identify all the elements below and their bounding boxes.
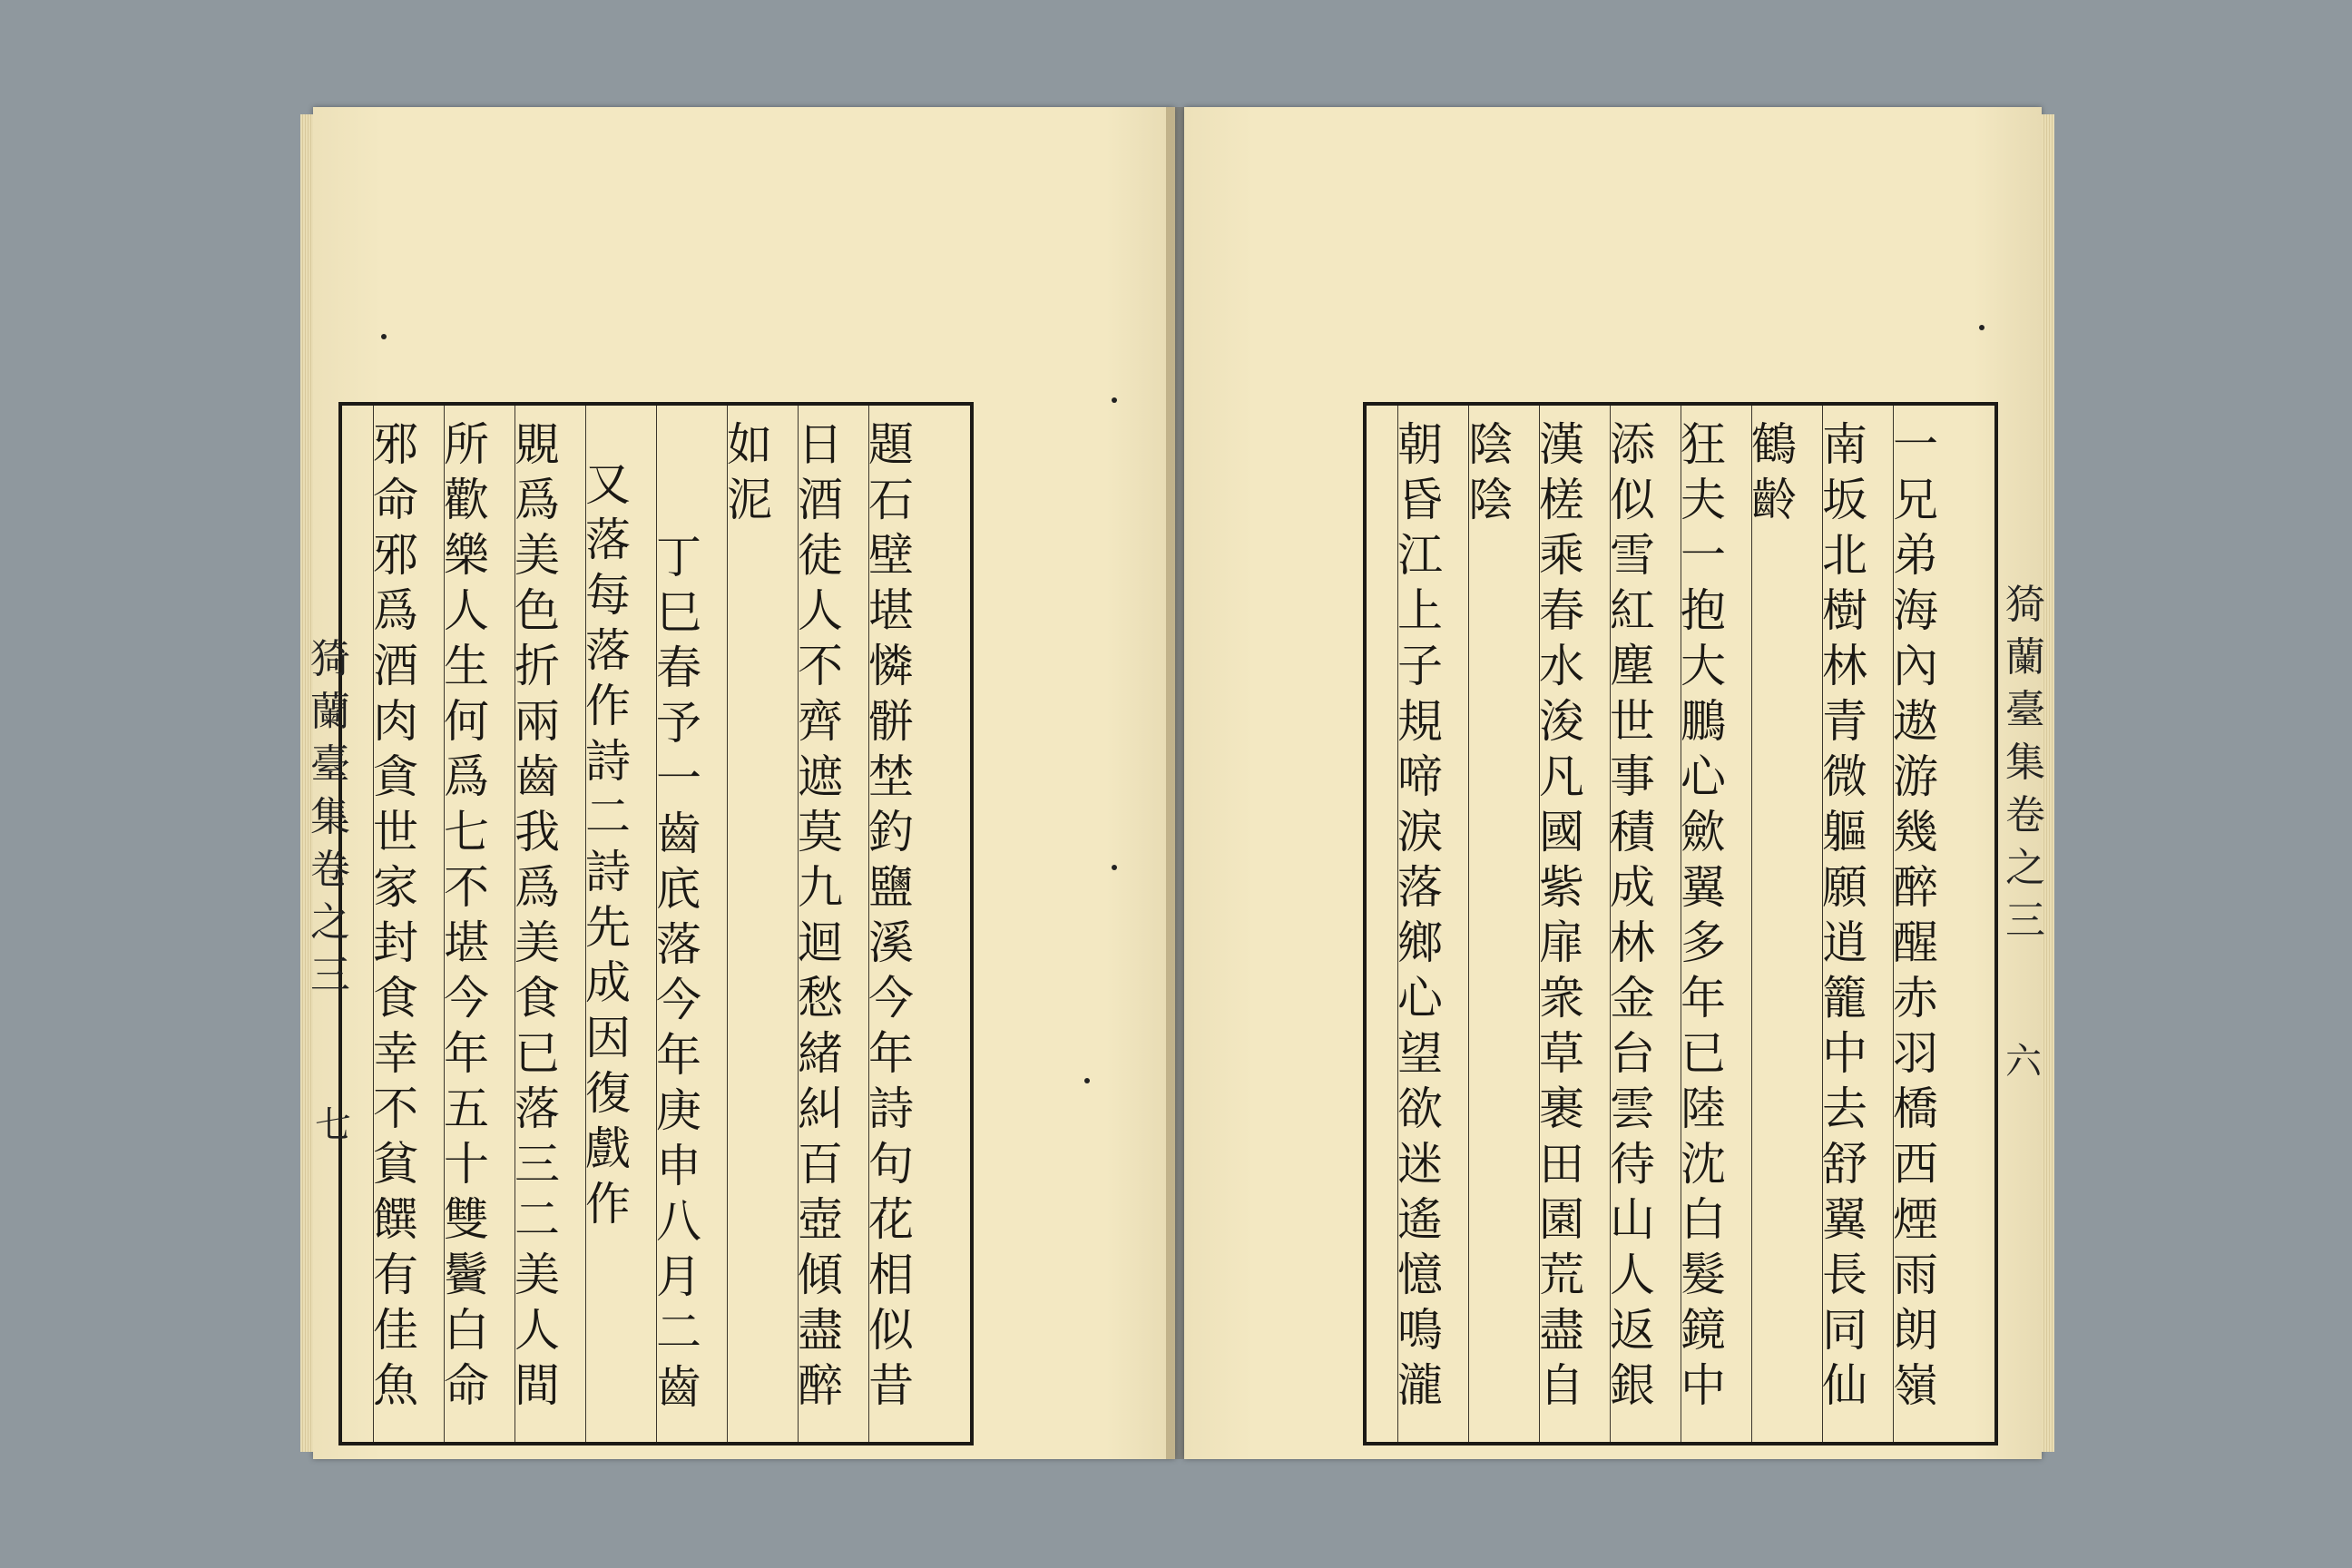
glyph: 二 xyxy=(585,790,631,843)
glyph: 煙 xyxy=(1893,1193,1938,1246)
left-col-8 xyxy=(373,417,418,1414)
glyph: 雨 xyxy=(1893,1249,1938,1301)
glyph: 遮 xyxy=(798,750,843,803)
glyph: 三 xyxy=(310,952,350,998)
glyph: 銀 xyxy=(1610,1359,1655,1412)
glyph: 九 xyxy=(798,861,843,914)
glyph: 事 xyxy=(1610,750,1655,803)
glyph: 春 xyxy=(656,642,701,694)
left-dot-1 xyxy=(381,334,387,339)
glyph: 佳 xyxy=(373,1304,418,1357)
glyph: 陰 xyxy=(1468,418,1514,471)
glyph: 紅 xyxy=(1610,584,1655,637)
glyph: 鵬 xyxy=(1681,695,1726,748)
glyph: 申 xyxy=(656,1140,701,1192)
glyph: 白 xyxy=(1681,1193,1726,1246)
glyph: 待 xyxy=(1610,1138,1655,1191)
right-col-8 xyxy=(1397,417,1443,1414)
glyph: 有 xyxy=(373,1249,418,1301)
glyph: 作 xyxy=(585,680,631,732)
glyph: 徒 xyxy=(798,529,843,582)
right-folio: 六 xyxy=(2005,1041,2042,1083)
glyph: 紫 xyxy=(1539,861,1584,914)
glyph: 歛 xyxy=(1681,806,1726,858)
glyph: 巳 xyxy=(656,586,701,639)
glyph: 集 xyxy=(2005,740,2045,786)
glyph: 成 xyxy=(585,956,631,1009)
glyph: 色 xyxy=(514,584,560,637)
glyph: 如 xyxy=(727,418,772,471)
glyph: 又 xyxy=(585,458,631,511)
glyph: 已 xyxy=(514,1027,560,1080)
glyph: 人 xyxy=(798,584,843,637)
glyph: 一 xyxy=(1681,529,1726,582)
glyph: 盡 xyxy=(798,1304,843,1357)
open-book xyxy=(310,107,2045,1459)
glyph: 爲 xyxy=(373,584,418,637)
glyph: 不 xyxy=(798,640,843,692)
left-col-1 xyxy=(868,417,914,1414)
glyph: 林 xyxy=(1610,916,1655,969)
left-col-2 xyxy=(798,417,843,1414)
glyph: 命 xyxy=(373,474,418,526)
glyph: 荒 xyxy=(1539,1249,1584,1301)
glyph: 二 xyxy=(656,1306,701,1358)
glyph: 陰 xyxy=(1468,474,1514,526)
glyph: 三 xyxy=(2005,897,2045,944)
glyph: 歡 xyxy=(444,474,489,526)
glyph: 落 xyxy=(585,624,631,677)
glyph: 逍 xyxy=(1822,916,1867,969)
glyph: 昔 xyxy=(868,1359,914,1412)
glyph: 世 xyxy=(373,806,418,858)
glyph: 同 xyxy=(1822,1304,1867,1357)
glyph: 日 xyxy=(798,418,843,471)
glyph: 仙 xyxy=(1822,1359,1867,1412)
right-col-4 xyxy=(1681,417,1726,1414)
glyph: 啼 xyxy=(1397,750,1443,803)
left-col-5 xyxy=(585,457,631,1232)
glyph: 石 xyxy=(868,474,914,526)
glyph: 肉 xyxy=(373,695,418,748)
glyph: 台 xyxy=(1610,1027,1655,1080)
glyph: 南 xyxy=(1822,418,1867,471)
glyph: 舒 xyxy=(1822,1138,1867,1191)
glyph: 弟 xyxy=(1893,529,1938,582)
left-dot-2 xyxy=(1112,397,1117,403)
glyph: 上 xyxy=(1397,584,1443,637)
glyph: 覞 xyxy=(514,418,560,471)
glyph: 先 xyxy=(585,901,631,954)
right-col-2 xyxy=(1822,417,1867,1414)
glyph: 海 xyxy=(1893,584,1938,637)
glyph: 金 xyxy=(1610,972,1655,1024)
glyph: 翼 xyxy=(1822,1193,1867,1246)
glyph: 翼 xyxy=(1681,861,1726,914)
glyph: 美 xyxy=(514,1249,560,1301)
glyph: 庚 xyxy=(656,1084,701,1137)
glyph: 戲 xyxy=(585,1122,631,1175)
left-col-4 xyxy=(656,530,701,1416)
glyph: 遨 xyxy=(1893,695,1938,748)
glyph: 欲 xyxy=(1397,1083,1443,1135)
glyph: 衆 xyxy=(1539,972,1584,1024)
glyph: 山 xyxy=(1610,1193,1655,1246)
glyph: 狂 xyxy=(1681,418,1726,471)
glyph: 丁 xyxy=(656,531,701,583)
glyph: 卷 xyxy=(310,847,350,893)
right-col-1 xyxy=(1893,417,1938,1414)
glyph: 蘭 xyxy=(310,689,350,735)
glyph: 塵 xyxy=(1610,640,1655,692)
glyph: 復 xyxy=(585,1067,631,1120)
glyph: 傾 xyxy=(798,1249,843,1301)
glyph: 蘭 xyxy=(2005,634,2045,681)
glyph: 籠 xyxy=(1822,972,1867,1024)
glyph: 中 xyxy=(1681,1359,1726,1412)
glyph: 相 xyxy=(868,1249,914,1301)
glyph: 臺 xyxy=(310,741,350,788)
glyph: 埜 xyxy=(868,750,914,803)
glyph: 十 xyxy=(444,1138,489,1191)
left-dot-4 xyxy=(1084,1078,1090,1083)
glyph: 月 xyxy=(656,1250,701,1303)
glyph: 赤 xyxy=(1893,972,1938,1024)
glyph: 美 xyxy=(514,916,560,969)
glyph: 堪 xyxy=(868,584,914,637)
glyph: 積 xyxy=(1610,806,1655,858)
glyph: 不 xyxy=(373,1083,418,1135)
glyph: 落 xyxy=(585,514,631,566)
glyph: 內 xyxy=(1893,640,1938,692)
glyph: 間 xyxy=(514,1359,560,1412)
glyph: 添 xyxy=(1610,418,1655,471)
glyph: 酒 xyxy=(798,474,843,526)
glyph: 微 xyxy=(1822,750,1867,803)
glyph: 髮 xyxy=(1681,1249,1726,1301)
glyph: 題 xyxy=(868,418,914,471)
glyph: 所 xyxy=(444,418,489,471)
glyph: 朗 xyxy=(1893,1304,1938,1357)
glyph: 人 xyxy=(514,1304,560,1357)
glyph: 瀧 xyxy=(1397,1359,1443,1412)
glyph: 邪 xyxy=(373,529,418,582)
glyph: 八 xyxy=(656,1195,701,1248)
glyph: 今 xyxy=(868,972,914,1024)
glyph: 百 xyxy=(798,1138,843,1191)
glyph: 五 xyxy=(444,1083,489,1135)
glyph: 爲 xyxy=(444,750,489,803)
glyph: 昏 xyxy=(1397,474,1443,526)
glyph: 幸 xyxy=(373,1027,418,1080)
right-col-7 xyxy=(1468,417,1514,528)
glyph: 緒 xyxy=(798,1027,843,1080)
glyph: 憐 xyxy=(868,640,914,692)
glyph: 心 xyxy=(1681,750,1726,803)
glyph: 鄉 xyxy=(1397,916,1443,969)
glyph: 貧 xyxy=(373,1138,418,1191)
glyph: 軀 xyxy=(1822,806,1867,858)
glyph: 抱 xyxy=(1681,584,1726,637)
glyph: 何 xyxy=(444,695,489,748)
glyph: 憶 xyxy=(1397,1249,1443,1301)
glyph: 幾 xyxy=(1893,806,1938,858)
glyph: 青 xyxy=(1822,695,1867,748)
glyph: 去 xyxy=(1822,1083,1867,1135)
left-folio: 七 xyxy=(315,1104,351,1146)
left-col-3 xyxy=(727,417,772,528)
glyph: 夫 xyxy=(1681,474,1726,526)
glyph: 樹 xyxy=(1822,584,1867,637)
glyph: 白 xyxy=(444,1304,489,1357)
glyph: 坂 xyxy=(1822,474,1867,526)
glyph: 集 xyxy=(310,794,350,840)
glyph: 莫 xyxy=(798,806,843,858)
glyph: 中 xyxy=(1822,1027,1867,1080)
glyph: 雪 xyxy=(1610,529,1655,582)
glyph: 封 xyxy=(373,916,418,969)
glyph: 返 xyxy=(1610,1304,1655,1357)
glyph: 齡 xyxy=(1751,474,1797,526)
glyph: 泥 xyxy=(727,474,772,526)
glyph: 似 xyxy=(1610,474,1655,526)
glyph: 食 xyxy=(514,972,560,1024)
glyph: 壁 xyxy=(868,529,914,582)
glyph: 我 xyxy=(514,806,560,858)
glyph: 作 xyxy=(585,1178,631,1230)
glyph: 長 xyxy=(1822,1249,1867,1301)
glyph: 饌 xyxy=(373,1193,418,1246)
glyph: 迷 xyxy=(1397,1138,1443,1191)
glyph: 今 xyxy=(656,974,701,1026)
glyph: 沈 xyxy=(1681,1138,1726,1191)
glyph: 草 xyxy=(1539,1027,1584,1080)
left-spine-title xyxy=(306,633,355,1002)
glyph: 愁 xyxy=(798,972,843,1024)
right-dot-1 xyxy=(1979,325,1984,330)
glyph: 一 xyxy=(656,752,701,805)
glyph: 羽 xyxy=(1893,1027,1938,1080)
glyph: 堪 xyxy=(444,916,489,969)
glyph: 遙 xyxy=(1397,1193,1443,1246)
glyph: 詩 xyxy=(868,1083,914,1135)
glyph: 酒 xyxy=(373,640,418,692)
glyph: 兄 xyxy=(1893,474,1938,526)
glyph: 卷 xyxy=(2005,792,2045,838)
glyph: 爲 xyxy=(514,474,560,526)
glyph: 雙 xyxy=(444,1193,489,1246)
glyph: 句 xyxy=(868,1138,914,1191)
glyph: 春 xyxy=(1539,584,1584,637)
glyph: 二 xyxy=(514,1193,560,1246)
glyph: 年 xyxy=(868,1027,914,1080)
right-col-5 xyxy=(1610,417,1655,1414)
glyph: 家 xyxy=(373,861,418,914)
glyph: 之 xyxy=(2005,845,2045,891)
glyph: 㡳 xyxy=(656,863,701,916)
glyph: 水 xyxy=(1539,640,1584,692)
glyph: 鶴 xyxy=(1751,418,1797,471)
glyph: 裹 xyxy=(1539,1083,1584,1135)
glyph: 江 xyxy=(1397,529,1443,582)
glyph: 浚 xyxy=(1539,695,1584,748)
left-page xyxy=(310,107,1175,1459)
glyph: 游 xyxy=(1893,750,1938,803)
glyph: 自 xyxy=(1539,1359,1584,1412)
glyph: 猗 xyxy=(310,636,350,682)
glyph: 一 xyxy=(1893,418,1938,471)
glyph: 美 xyxy=(514,529,560,582)
glyph: 年 xyxy=(444,1027,489,1080)
glyph: 規 xyxy=(1397,695,1443,748)
glyph: 邪 xyxy=(373,418,418,471)
left-dot-3 xyxy=(1112,865,1117,870)
right-col-6 xyxy=(1539,417,1584,1414)
glyph: 大 xyxy=(1681,640,1726,692)
glyph: 醒 xyxy=(1893,916,1938,969)
glyph: 折 xyxy=(514,640,560,692)
glyph: 釣 xyxy=(868,806,914,858)
glyph: 已 xyxy=(1681,1027,1726,1080)
glyph: 望 xyxy=(1397,1027,1443,1080)
glyph: 今 xyxy=(444,972,489,1024)
glyph: 朝 xyxy=(1397,418,1443,471)
glyph: 乘 xyxy=(1539,529,1584,582)
glyph: 鳴 xyxy=(1397,1304,1443,1357)
glyph: 鹽 xyxy=(868,861,914,914)
glyph: 花 xyxy=(868,1193,914,1246)
glyph: 園 xyxy=(1539,1193,1584,1246)
glyph: 予 xyxy=(656,697,701,750)
glyph: 糾 xyxy=(798,1083,843,1135)
glyph: 落 xyxy=(1397,861,1443,914)
glyph: 齊 xyxy=(798,695,843,748)
glyph: 年 xyxy=(1681,972,1726,1024)
glyph: 兩 xyxy=(514,695,560,748)
glyph: 田 xyxy=(1539,1138,1584,1191)
glyph: 因 xyxy=(585,1012,631,1064)
glyph: 北 xyxy=(1822,529,1867,582)
glyph: 心 xyxy=(1397,972,1443,1024)
glyph: 落 xyxy=(514,1083,560,1135)
glyph: 鬢 xyxy=(444,1249,489,1301)
glyph: 雲 xyxy=(1610,1083,1655,1135)
glyph: 西 xyxy=(1893,1138,1938,1191)
glyph: 似 xyxy=(868,1304,914,1357)
glyph: 國 xyxy=(1539,806,1584,858)
glyph: 醉 xyxy=(1893,861,1938,914)
glyph: 臺 xyxy=(2005,687,2045,733)
glyph: 之 xyxy=(310,899,350,946)
glyph: 扉 xyxy=(1539,916,1584,969)
left-col-6 xyxy=(514,417,560,1414)
glyph: 齒 xyxy=(514,750,560,803)
glyph: 林 xyxy=(1822,640,1867,692)
glyph: 三 xyxy=(514,1138,560,1191)
glyph: 樂 xyxy=(444,529,489,582)
glyph: 醉 xyxy=(798,1359,843,1412)
right-page xyxy=(1184,107,2045,1459)
glyph: 年 xyxy=(656,1029,701,1082)
glyph: 貪 xyxy=(373,750,418,803)
glyph: 魚 xyxy=(373,1359,418,1412)
glyph: 骿 xyxy=(868,695,914,748)
glyph: 七 xyxy=(444,806,489,858)
left-col-7 xyxy=(444,417,489,1414)
glyph: 壺 xyxy=(798,1193,843,1246)
glyph: 生 xyxy=(444,640,489,692)
glyph: 猗 xyxy=(2005,582,2045,628)
glyph: 淚 xyxy=(1397,806,1443,858)
glyph: 迴 xyxy=(798,916,843,969)
glyph: 子 xyxy=(1397,640,1443,692)
glyph: 溪 xyxy=(868,916,914,969)
glyph: 齒 xyxy=(656,808,701,860)
glyph: 齒 xyxy=(656,1361,701,1414)
glyph: 人 xyxy=(444,584,489,637)
glyph: 人 xyxy=(1610,1249,1655,1301)
right-col-3 xyxy=(1751,417,1797,528)
glyph: 陸 xyxy=(1681,1083,1726,1135)
glyph: 漢 xyxy=(1539,418,1584,471)
glyph: 食 xyxy=(373,972,418,1024)
glyph: 詩 xyxy=(585,735,631,788)
glyph: 多 xyxy=(1681,916,1726,969)
glyph: 落 xyxy=(656,918,701,971)
glyph: 鏡 xyxy=(1681,1304,1726,1357)
right-spine-title xyxy=(2001,579,2050,947)
glyph: 槎 xyxy=(1539,474,1584,526)
glyph: 願 xyxy=(1822,861,1867,914)
glyph: 詩 xyxy=(585,846,631,898)
glyph: 橋 xyxy=(1893,1083,1938,1135)
glyph: 不 xyxy=(444,861,489,914)
glyph: 每 xyxy=(585,569,631,622)
glyph: 命 xyxy=(444,1359,489,1412)
glyph: 爲 xyxy=(514,861,560,914)
glyph: 世 xyxy=(1610,695,1655,748)
glyph: 凡 xyxy=(1539,750,1584,803)
glyph: 嶺 xyxy=(1893,1359,1938,1412)
glyph: 盡 xyxy=(1539,1304,1584,1357)
glyph: 成 xyxy=(1610,861,1655,914)
